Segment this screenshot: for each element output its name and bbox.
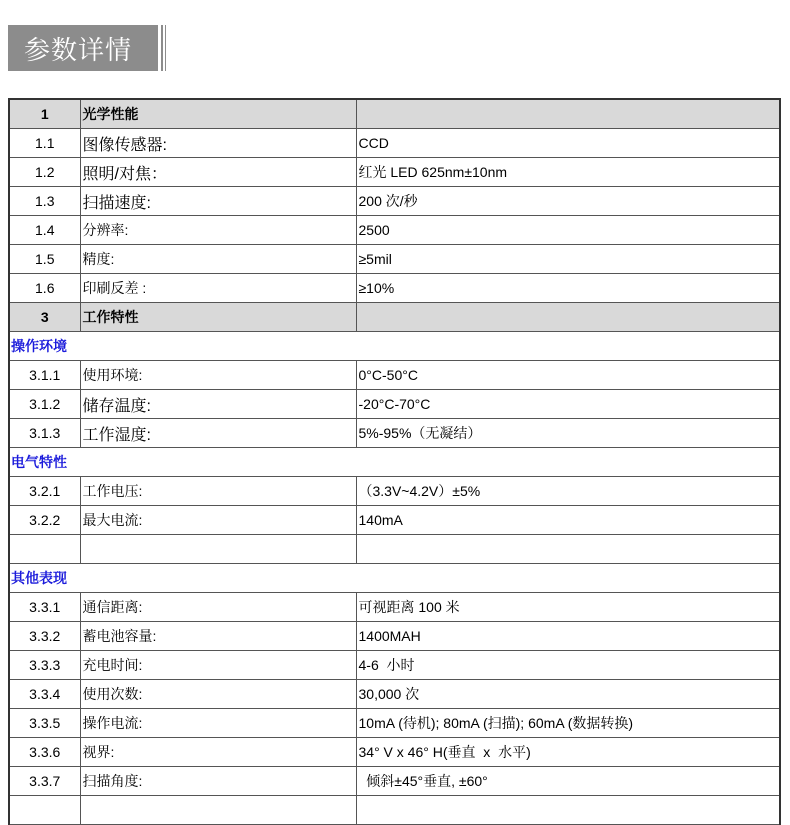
row-number: 3.3.1 [9, 593, 80, 622]
row-value [356, 535, 780, 564]
row-label: 使用次数: [80, 680, 356, 709]
row-label: 扫描角度: [80, 767, 356, 796]
row-number: 1.1 [9, 129, 80, 158]
table-row [9, 361, 780, 390]
title-divider-thin [165, 25, 166, 71]
row-value: 140mA [356, 506, 780, 535]
row-label: 储存温度: [80, 390, 356, 419]
row-value [356, 303, 780, 332]
row-value: 倾斜±45°垂直, ±60° [356, 767, 780, 796]
row-value: -20°C-70°C [356, 390, 780, 419]
row-label: 分辨率: [80, 216, 356, 245]
row-number: 3.3.5 [9, 709, 80, 738]
table-group-header [9, 99, 780, 129]
row-label: 工作湿度: [80, 419, 356, 448]
row-label: 通信距离: [80, 593, 356, 622]
row-number: 3 [9, 303, 80, 332]
page-title: 参数详情 [8, 25, 158, 71]
row-value: （3.3V~4.2V）±5% [356, 477, 780, 506]
table-row [9, 709, 780, 738]
row-label [80, 796, 356, 825]
table-group-header [9, 303, 780, 332]
row-number: 3.3.4 [9, 680, 80, 709]
section-label: 其他表现 [9, 564, 780, 593]
row-number [9, 796, 80, 825]
title-divider [161, 25, 163, 71]
row-value: 10mA (待机); 80mA (扫描); 60mA (数据转换) [356, 709, 780, 738]
row-label [80, 535, 356, 564]
row-label: 操作电流: [80, 709, 356, 738]
row-number: 1.5 [9, 245, 80, 274]
row-number: 3.1.2 [9, 390, 80, 419]
table-row [9, 535, 780, 564]
row-number: 3.3.6 [9, 738, 80, 767]
section-title [8, 25, 166, 71]
row-number: 3.3.3 [9, 651, 80, 680]
row-number: 1.6 [9, 274, 80, 303]
table-row [9, 622, 780, 651]
row-label: 最大电流: [80, 506, 356, 535]
table-row [9, 506, 780, 535]
row-label: 工作电压: [80, 477, 356, 506]
row-value: 可视距离 100 米 [356, 593, 780, 622]
row-value: 0°C-50°C [356, 361, 780, 390]
row-number: 3.3.2 [9, 622, 80, 651]
row-number: 1.4 [9, 216, 80, 245]
row-label: 扫描速度: [80, 187, 356, 216]
row-label: 使用环境: [80, 361, 356, 390]
table-section-row [9, 448, 780, 477]
row-value: 34° V x 46° H(垂直 x 水平) [356, 738, 780, 767]
row-value: 200 次/秒 [356, 187, 780, 216]
row-value: 2500 [356, 216, 780, 245]
table-row [9, 129, 780, 158]
row-number: 1 [9, 99, 80, 129]
row-value: 4-6 小时 [356, 651, 780, 680]
table-row [9, 593, 780, 622]
row-number: 1.3 [9, 187, 80, 216]
table-row [9, 477, 780, 506]
row-value [356, 796, 780, 825]
table-row [9, 796, 780, 825]
section-label: 操作环境 [9, 332, 780, 361]
table-row [9, 216, 780, 245]
row-label: 照明/对焦： [80, 158, 356, 187]
row-value: ≥5mil [356, 245, 780, 274]
row-value [356, 99, 780, 129]
table-row [9, 274, 780, 303]
row-label: 精度: [80, 245, 356, 274]
row-number [9, 535, 80, 564]
table-row [9, 158, 780, 187]
row-label: 图像传感器: [80, 129, 356, 158]
row-label: 视界: [80, 738, 356, 767]
table-row [9, 680, 780, 709]
table-row [9, 419, 780, 448]
row-number: 3.2.2 [9, 506, 80, 535]
row-number: 3.1.3 [9, 419, 80, 448]
table-section-row [9, 564, 780, 593]
table-row [9, 651, 780, 680]
table-row [9, 187, 780, 216]
table-row [9, 738, 780, 767]
table-row [9, 390, 780, 419]
row-label: 充电时间: [80, 651, 356, 680]
row-value: CCD [356, 129, 780, 158]
row-number: 3.2.1 [9, 477, 80, 506]
table-row [9, 767, 780, 796]
section-label: 电气特性 [9, 448, 780, 477]
table-row [9, 245, 780, 274]
row-number: 3.1.1 [9, 361, 80, 390]
spec-table [8, 98, 781, 825]
row-label: 印刷反差 : [80, 274, 356, 303]
row-value: 1400MAH [356, 622, 780, 651]
table-section-row [9, 332, 780, 361]
row-number: 3.3.7 [9, 767, 80, 796]
row-value: 红光 LED 625nm±10nm [356, 158, 780, 187]
row-number: 1.2 [9, 158, 80, 187]
row-label: 蓄电池容量: [80, 622, 356, 651]
row-label: 光学性能 [80, 99, 356, 129]
row-value: 30,000 次 [356, 680, 780, 709]
row-value: 5%-95%（无凝结） [356, 419, 780, 448]
row-value: ≥10% [356, 274, 780, 303]
row-label: 工作特性 [80, 303, 356, 332]
